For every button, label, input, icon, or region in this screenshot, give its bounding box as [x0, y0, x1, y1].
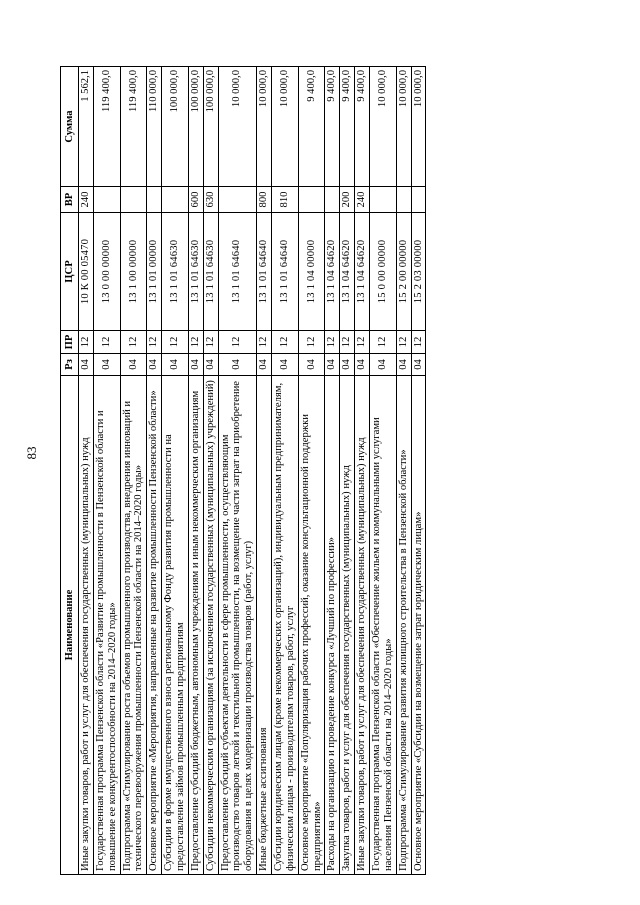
- cell-rz: 04: [93, 354, 120, 376]
- table-row: [396, 67, 411, 875]
- cell-csr: 13 1 04 64620: [355, 213, 370, 331]
- cell-sum: 119 400,0: [120, 67, 147, 187]
- cell-sum: 10 000,0: [257, 67, 272, 187]
- cell-csr: 15 2 03 00000: [411, 213, 426, 331]
- cell-pr: 12: [79, 331, 94, 354]
- cell-name: Государственная программа Пензенской области «Обеспечение жильем и коммунальными услугами населения Пензенской области на 2014–2020 годы»: [370, 376, 397, 875]
- header-vr: ВР: [61, 187, 79, 213]
- cell-rz: 04: [396, 354, 411, 376]
- cell-vr: 800: [257, 187, 272, 213]
- cell-name: Закупка товаров, работ и услуг для обеспечения государственных (муниципальных) нужд: [340, 376, 355, 875]
- cell-pr: 12: [411, 331, 426, 354]
- cell-csr: 13 1 01 64640: [218, 213, 257, 331]
- cell-name: Основное мероприятие «Популяризация рабочих профессий, оказание консультационной поддержки предприятиям»: [298, 376, 325, 875]
- cell-name: Подпрограмма «Стимулирование роста объемов промышленного производства, внедрения инноваций и технического перевооружения промышленности Пензенской области на 2014–2020 годы»: [120, 376, 147, 875]
- header-sum: Сумма: [61, 67, 79, 187]
- cell-csr: 13 1 01 64640: [272, 213, 299, 331]
- page-number: 83: [24, 446, 39, 460]
- cell-sum: 10 000,0: [218, 67, 257, 187]
- cell-rz: 04: [370, 354, 397, 376]
- table-row: [188, 67, 203, 875]
- cell-rz: 04: [188, 354, 203, 376]
- cell-csr: 13 1 01 64630: [162, 213, 189, 331]
- cell-pr: 12: [93, 331, 120, 354]
- cell-pr: 12: [370, 331, 397, 354]
- cell-rz: 04: [325, 354, 340, 376]
- cell-name: Субсидии в форме имущественного взноса региональному Фонду развития промышленности на предоставление займов промышленным предприятиям: [162, 376, 189, 875]
- cell-sum: 9 400,0: [325, 67, 340, 187]
- cell-rz: 04: [147, 354, 162, 376]
- cell-csr: 13 1 01 64640: [257, 213, 272, 331]
- cell-rz: 04: [298, 354, 325, 376]
- table-row: [340, 67, 355, 875]
- cell-name: Основное мероприятие «Субсидии на возмещение затрат юридическим лицам»: [411, 376, 426, 875]
- cell-sum: 119 400,0: [93, 67, 120, 187]
- cell-sum: 9 400,0: [298, 67, 325, 187]
- cell-sum: 1 562,1: [79, 67, 94, 187]
- cell-sum: 10 000,0: [411, 67, 426, 187]
- cell-rz: 04: [120, 354, 147, 376]
- cell-sum: 9 400,0: [340, 67, 355, 187]
- cell-vr: [298, 187, 325, 213]
- cell-pr: 12: [340, 331, 355, 354]
- cell-pr: 12: [188, 331, 203, 354]
- table-row: [162, 67, 189, 875]
- table-row: [147, 67, 162, 875]
- header-rz: Рз: [61, 354, 79, 376]
- table-row: [355, 67, 370, 875]
- cell-csr: 13 1 00 00000: [120, 213, 147, 331]
- cell-rz: 04: [218, 354, 257, 376]
- budget-table: [60, 66, 426, 875]
- table-row: [218, 67, 257, 875]
- cell-vr: [325, 187, 340, 213]
- cell-vr: [218, 187, 257, 213]
- cell-vr: [93, 187, 120, 213]
- cell-sum: 10 000,0: [396, 67, 411, 187]
- rotated-table-wrapper: [60, 67, 564, 875]
- cell-csr: 13 1 01 00000: [147, 213, 162, 331]
- cell-rz: 04: [272, 354, 299, 376]
- cell-vr: 600: [188, 187, 203, 213]
- cell-vr: 630: [203, 187, 218, 213]
- table-row: [325, 67, 340, 875]
- cell-vr: 810: [272, 187, 299, 213]
- cell-pr: 12: [396, 331, 411, 354]
- cell-rz: 04: [203, 354, 218, 376]
- cell-vr: [396, 187, 411, 213]
- cell-sum: 100 000,0: [162, 67, 189, 187]
- table-row: [370, 67, 397, 875]
- table-row: [203, 67, 218, 875]
- cell-pr: 12: [162, 331, 189, 354]
- cell-pr: 12: [355, 331, 370, 354]
- cell-rz: 04: [257, 354, 272, 376]
- cell-pr: 12: [120, 331, 147, 354]
- cell-csr: 13 1 01 64630: [188, 213, 203, 331]
- table-row: [411, 67, 426, 875]
- cell-name: Иные закупки товаров, работ и услуг для обеспечения государственных (муниципальных) нужд: [355, 376, 370, 875]
- cell-csr: 13 0 00 00000: [93, 213, 120, 331]
- cell-vr: [370, 187, 397, 213]
- cell-rz: 04: [355, 354, 370, 376]
- table-row: [93, 67, 120, 875]
- table-header-row: [61, 67, 79, 875]
- cell-name: Иные бюджетные ассигнования: [257, 376, 272, 875]
- table-row: [272, 67, 299, 875]
- cell-pr: 12: [298, 331, 325, 354]
- cell-csr: 13 1 04 64620: [340, 213, 355, 331]
- cell-pr: 12: [218, 331, 257, 354]
- cell-name: Подпрограмма «Стимулирование развития жилищного строительства в Пензенской области»: [396, 376, 411, 875]
- cell-pr: 12: [257, 331, 272, 354]
- cell-vr: 240: [79, 187, 94, 213]
- cell-pr: 12: [203, 331, 218, 354]
- cell-csr: 15 0 00 00000: [370, 213, 397, 331]
- cell-csr: 13 1 04 00000: [298, 213, 325, 331]
- cell-vr: [162, 187, 189, 213]
- cell-csr: 13 1 01 64630: [203, 213, 218, 331]
- cell-name: Предоставление субсидий бюджетным, автономным учреждениям и иным некоммерческим организациям: [188, 376, 203, 875]
- header-pr: ПР: [61, 331, 79, 354]
- cell-csr: 13 1 04 64620: [325, 213, 340, 331]
- cell-rz: 04: [79, 354, 94, 376]
- cell-sum: 100 000,0: [188, 67, 203, 187]
- cell-sum: 110 000,0: [147, 67, 162, 187]
- cell-sum: 100 000,0: [203, 67, 218, 187]
- cell-name: Иные закупки товаров, работ и услуг для обеспечения государственных (муниципальных) нужд: [79, 376, 94, 875]
- cell-vr: [411, 187, 426, 213]
- cell-name: Расходы на организацию и проведение конкурса «Лучший по профессии»: [325, 376, 340, 875]
- cell-sum: 10 000,0: [370, 67, 397, 187]
- cell-name: Предоставление субсидий субъектам деятельности в сфере промышленности, осуществляющим производство товаров легкой и текстильной промышленности, на возмещение части затрат на приобретение оборудования в целях модернизации производства товаров (работ, услуг): [218, 376, 257, 875]
- cell-vr: 200: [340, 187, 355, 213]
- cell-vr: 240: [355, 187, 370, 213]
- table-row: [120, 67, 147, 875]
- cell-csr: 15 2 00 00000: [396, 213, 411, 331]
- cell-csr: 10 К 00 05470: [79, 213, 94, 331]
- cell-pr: 12: [147, 331, 162, 354]
- table-row: [79, 67, 94, 875]
- table-row: [257, 67, 272, 875]
- cell-pr: 12: [272, 331, 299, 354]
- header-name: Наименование: [61, 376, 79, 875]
- cell-vr: [147, 187, 162, 213]
- cell-pr: 12: [325, 331, 340, 354]
- cell-name: Субсидии юридическим лицам (кроме некоммерческих организаций), индивидуальным предпринимателям, физическим лицам - производителям товаров, работ, услуг: [272, 376, 299, 875]
- cell-sum: 10 000,0: [272, 67, 299, 187]
- header-csr: ЦСР: [61, 213, 79, 331]
- cell-name: Субсидии некоммерческим организациям (за исключением государственных (муниципальных) учреждений): [203, 376, 218, 875]
- cell-sum: 9 400,0: [355, 67, 370, 187]
- cell-name: Государственная программа Пензенской области «Развитие промышленности в Пензенской области и повышение ее конкурентоспособности на 2014–2020 годы»: [93, 376, 120, 875]
- cell-name: Основное мероприятие «Мероприятия, направленные на развитие промышленности Пензенской области»: [147, 376, 162, 875]
- cell-rz: 04: [411, 354, 426, 376]
- cell-vr: [120, 187, 147, 213]
- table-row: [298, 67, 325, 875]
- cell-rz: 04: [162, 354, 189, 376]
- cell-rz: 04: [340, 354, 355, 376]
